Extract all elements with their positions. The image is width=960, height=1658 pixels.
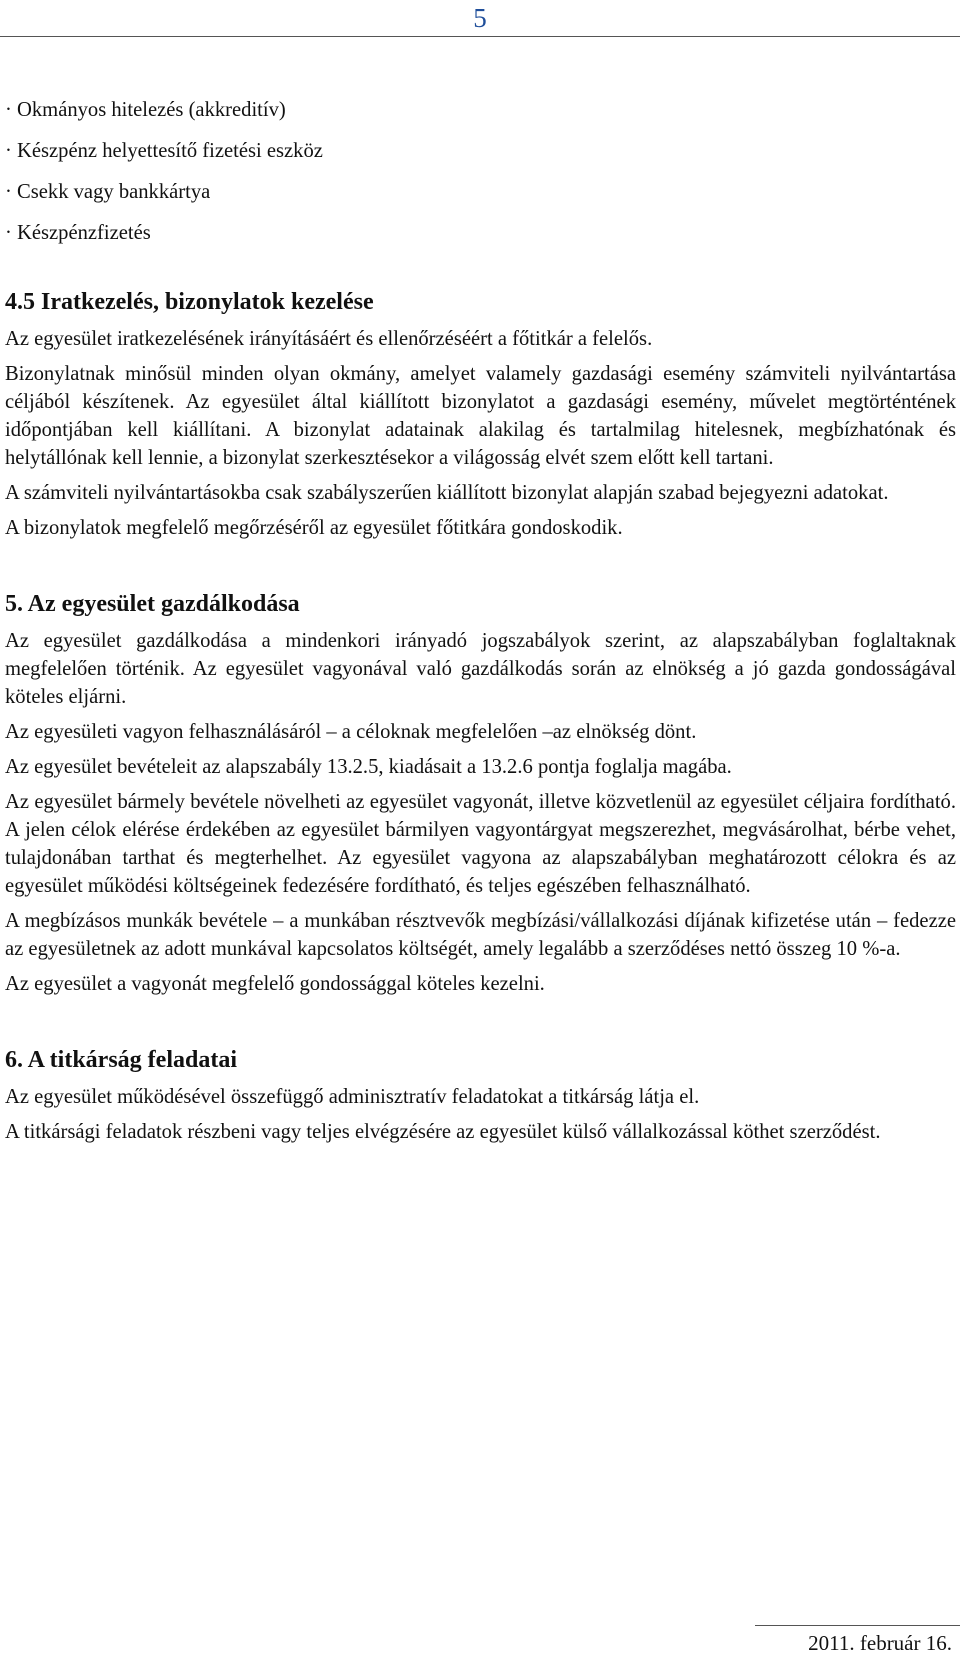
section-heading-5: 5. Az egyesület gazdálkodása [5, 591, 300, 617]
paragraph: Az egyesület iratkezelésének irányításáért és ellenőrzéséért a főtitkár a felelős. [5, 328, 653, 350]
paragraph: Az egyesület bármely bevétele növelheti az egyesület vagyonát, illetve közvetlenül az egyesület céljaira fordítható. A jelen célok elérése érdekében az egyesület bármilyen vagyontárgyat megszerezhet, megvásárolhat, bérbe vehet, tulajdonában tarthat és megterhelhet. Az egyesület vagyona az alapszabályban meghatározott célokra és az egyesület működési költségeinek fedezésére fordítható, és teljes egészében felhasználható. [5, 791, 956, 897]
paragraph: A megbízásos munkák bevétele – a munkában résztvevők megbízási/vállalkozási díjának kifizetése után – fedezze az egyesületnek az adott munkával kapcsolatos költségét, amely legalább a szerződéses nettó összeg 10 %-a. [5, 910, 956, 960]
page-number: 5 [473, 3, 487, 33]
list-item: · Készpénzfizetés [5, 222, 151, 244]
paragraph: Az egyesületi vagyon felhasználásáról – a céloknak megfelelően –az elnökség dönt. [5, 721, 697, 743]
bullet-list [5, 96, 956, 247]
paragraph: A bizonylatok megfelelő megőrzéséről az egyesület főtitkára gondoskodik. [5, 517, 623, 539]
section-heading-6: 6. A titkárság feladatai [5, 1047, 237, 1073]
document-body [5, 96, 956, 1153]
list-item: · Készpénz helyettesítő fizetési eszköz [5, 140, 323, 162]
list-item: · Okmányos hitelezés (akkreditív) [5, 99, 286, 121]
paragraph: Az egyesület bevételeit az alapszabály 13.2.5, kiadásait a 13.2.6 pontja foglalja magába. [5, 756, 732, 778]
footer-divider [755, 1625, 960, 1626]
paragraph: Az egyesület működésével összefüggő adminisztratív feladatokat a titkárság látja el. [5, 1086, 700, 1108]
footer-date: 2011. február 16. [808, 1631, 952, 1655]
paragraph: Az egyesület a vagyonát megfelelő gondossággal köteles kezelni. [5, 973, 545, 995]
paragraph: Az egyesület gazdálkodása a mindenkori irányadó jogszabályok szerint, az alapszabályban foglaltaknak megfelelően történik. Az egyesület vagyonával való gazdálkodás során az elnökség a jó gazda gondosságával köteles eljárni. [5, 630, 956, 708]
paragraph: A számviteli nyilvántartásokba csak szabályszerűen kiállított bizonylat alapján szabad bejegyezni adatokat. [5, 482, 889, 504]
paragraph: Bizonylatnak minősül minden olyan okmány, amelyet valamely gazdasági esemény számviteli nyilvántartása céljából készítenek. Az egyesület által kiállított bizonylatot a gazdasági esemény, művelet megtörténtének időpontjában kell kiállítani. A bizonylat adatainak alakilag és tartalmilag hitelesnek, megbízhatónak és helytállónak kell lennie, a bizonylat szerkesztésekor a világosság elvét szem előtt kell tartani. [5, 363, 956, 469]
paragraph: A titkársági feladatok részbeni vagy teljes elvégzésére az egyesület külső vállalkozással köthet szerződést. [5, 1121, 881, 1143]
section-heading-4-5: 4.5 Iratkezelés, bizonylatok kezelése [5, 289, 374, 315]
list-item: · Csekk vagy bankkártya [5, 181, 211, 203]
header-divider [0, 36, 960, 37]
